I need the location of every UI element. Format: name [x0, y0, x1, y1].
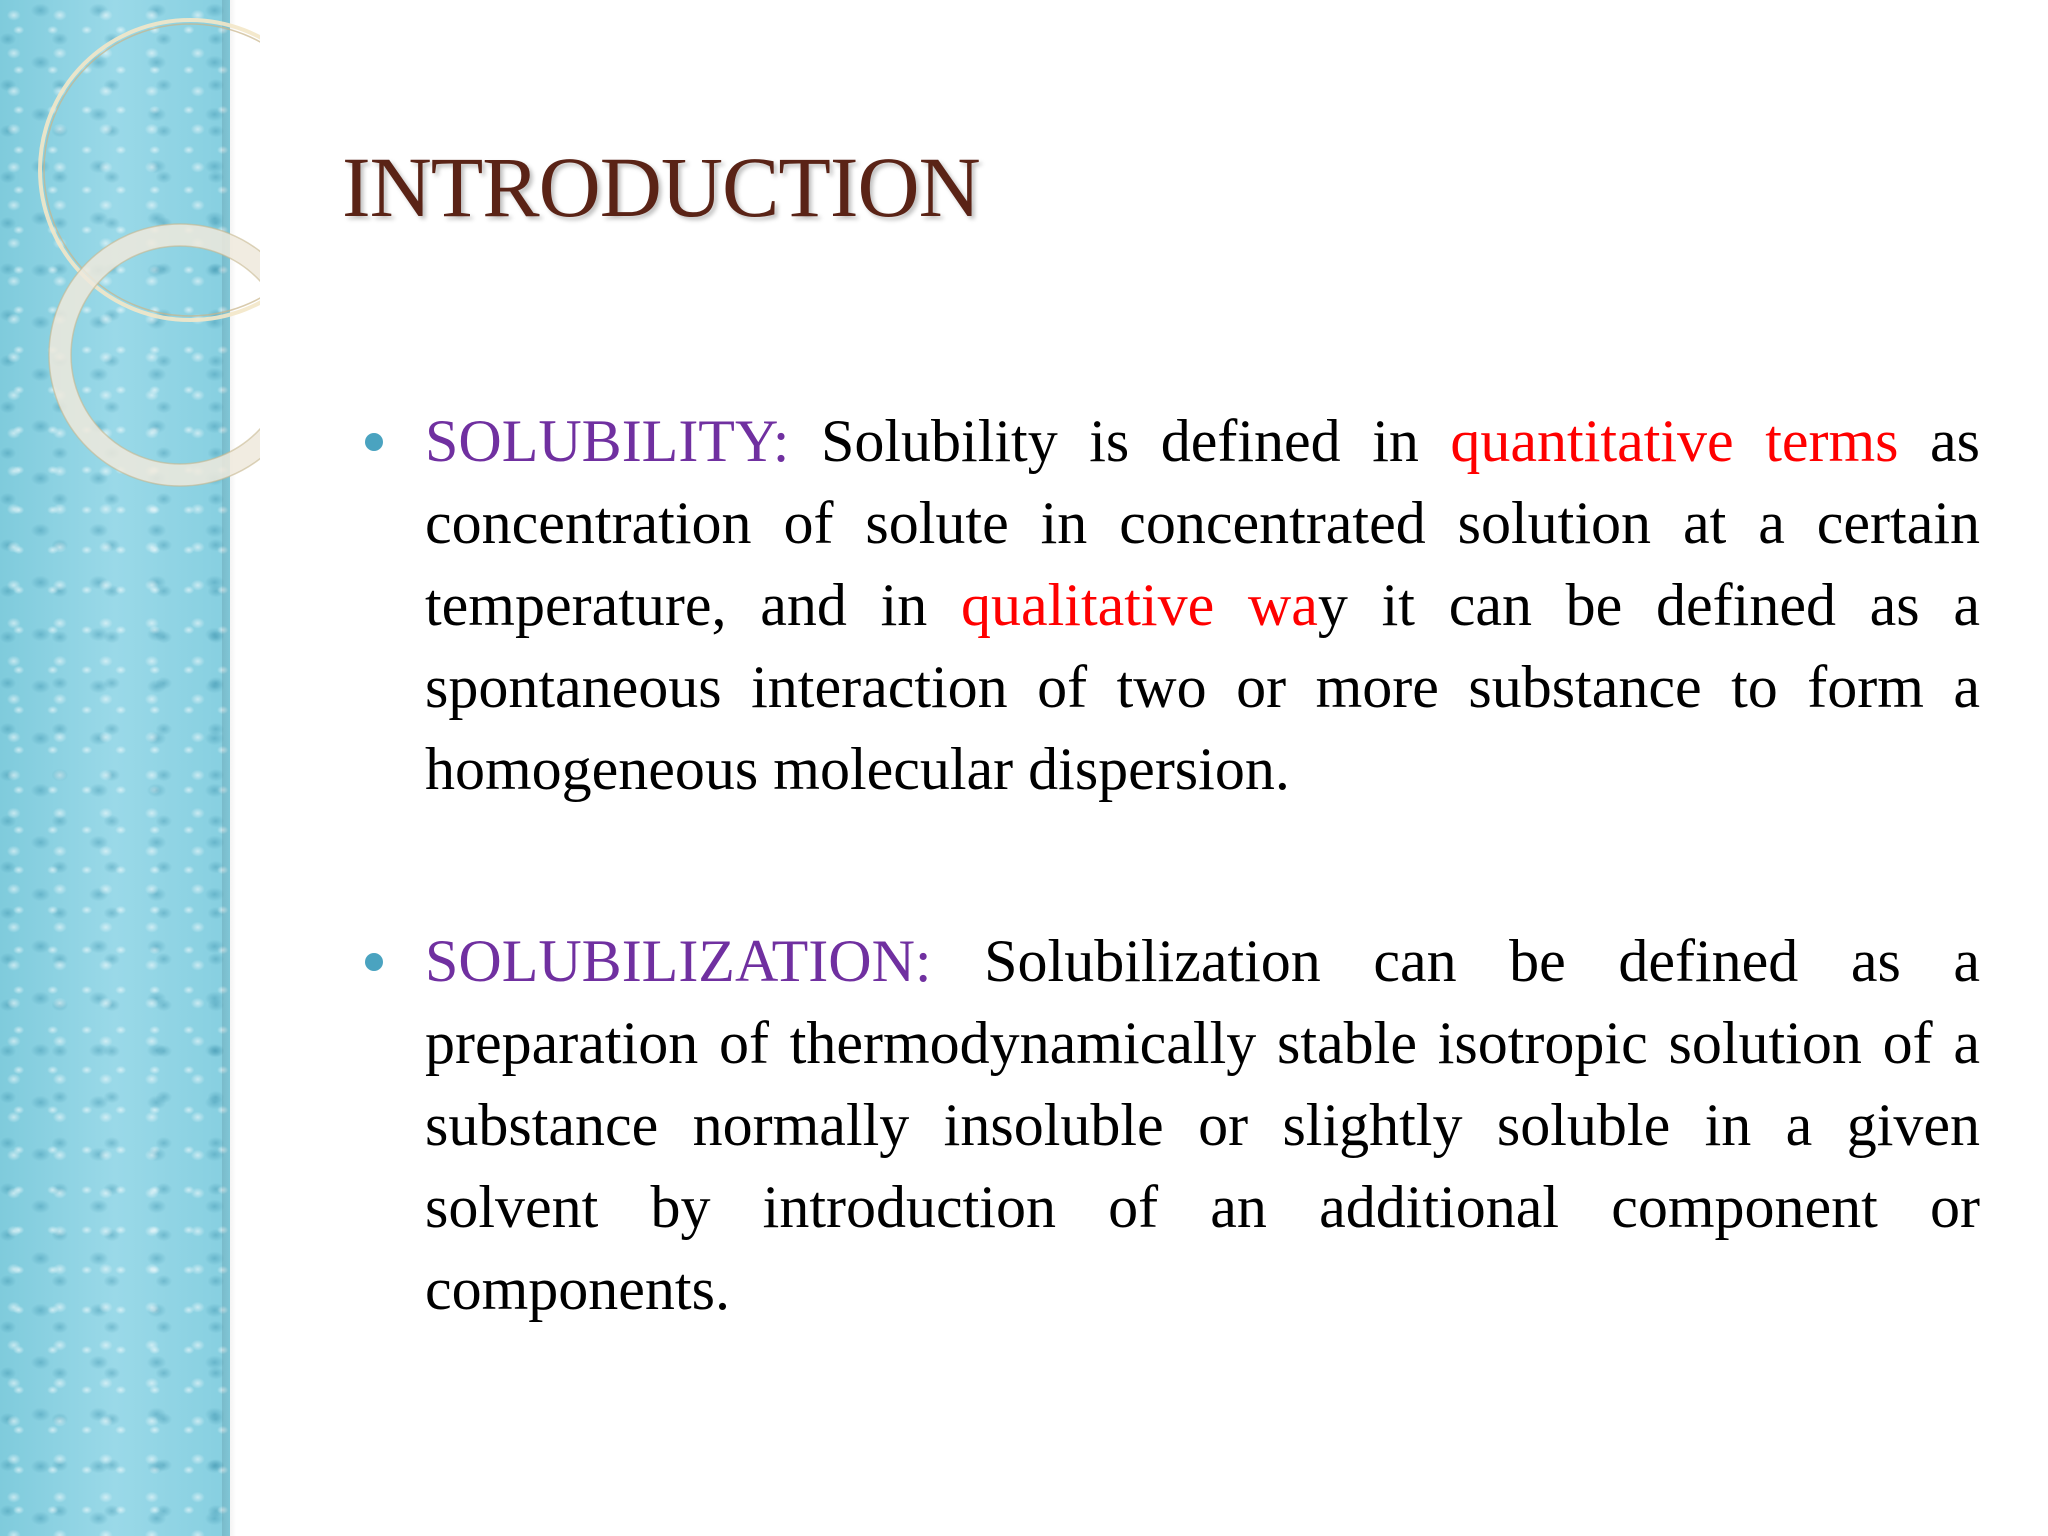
bullet-text: y it can be defined as a spontaneous interaction of two or more substance to form a homogeneous molecular dispersion.: [425, 572, 1981, 802]
circle-bullet-icon: [365, 953, 383, 971]
highlight-text: quantitative terms: [1450, 408, 1899, 474]
bullet-text: Solubilization can be defined as a preparation of thermodynamically stable isotropic solution of a substance normally insoluble or slightly soluble in a given solvent by introduction of an additional component or components.: [425, 928, 1980, 1322]
slide-title: INTRODUCTION: [342, 139, 980, 235]
decorative-sidebar: [0, 0, 230, 1536]
highlight-text: qualitative wa: [960, 572, 1318, 638]
bullet-text: Solubility is defined in: [789, 408, 1451, 474]
circle-bullet-icon: [365, 433, 383, 451]
bullet-text: as concentration of solute in concentrated solution at a certain temperature, and in: [425, 408, 1981, 638]
bullet-list: [425, 340, 1980, 1390]
bullet-solubilization: [425, 920, 1980, 1330]
sidebar-shadow: [222, 0, 236, 1536]
bullet-solubility: [425, 400, 1980, 810]
bullet-term: SOLUBILITY:: [425, 408, 790, 474]
bullet-term: SOLUBILIZATION:: [425, 928, 932, 994]
